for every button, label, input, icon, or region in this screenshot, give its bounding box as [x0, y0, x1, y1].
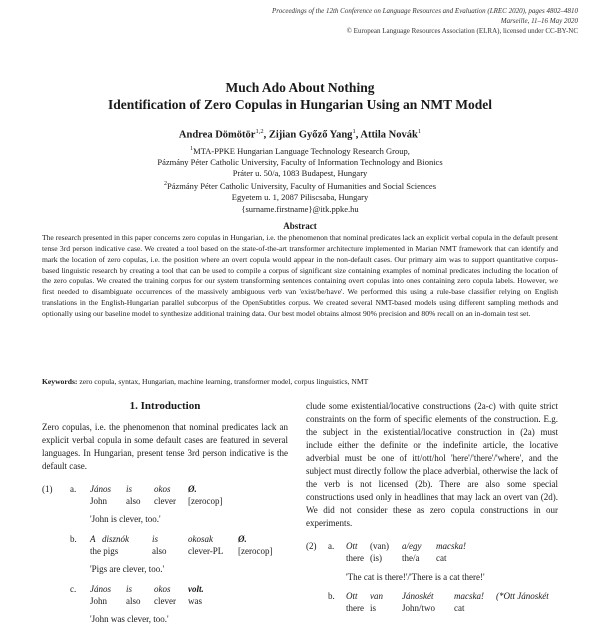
- keywords: [42, 377, 558, 386]
- gloss-translation: cat: [454, 603, 465, 613]
- keywords-text: zero copula, syntax, Hungarian, machine learning, transformer model, corpus linguistics, NMT: [79, 377, 369, 386]
- affil-line: MTA-PPKE Hungarian Language Technology Research Group,: [193, 145, 410, 156]
- license-line: © European Language Resources Association (ELRA), licensed under CC-BY-NC: [346, 27, 578, 35]
- gloss-translation: John: [90, 596, 108, 606]
- gloss-translation: also: [126, 496, 141, 506]
- gloss-translation: there: [346, 603, 364, 613]
- affil-line: Pázmány Péter Catholic University, Faculty of Information Technology and Bionics: [157, 157, 443, 168]
- sub-label: a.: [328, 541, 335, 551]
- gloss-translation: [zerocop]: [238, 546, 273, 556]
- proceedings-line: Proceedings of the 12th Conference on Language Resources and Evaluation (LREC 2020), pages 4802–4810: [271, 7, 578, 15]
- intro-paragraph: Zero copulas, i.e. the phenomenon that nominal predicates lack an explicit verbal copula in some default cases are featured in several languages. In Hungarian, present tense 3rd person indicative is the default case.: [42, 422, 288, 471]
- abstract-text: The research presented in this paper concerns zero copulas in Hungarian, i.e. the phenomenon that nominal predicates lack an explicit verbal copula in the default present tense 3rd person indicative case. We created a tool based on the state-of-the-art transformer architecture implemented in Marian NMT framework that can identify and mark the location of zero copulas, i.e. the position where an overt copula would appear in the non-default cases. Our primary aim was to support quantitative corpus-based linguistic research by creating a tool that can be used to compile a corpus of significant size containing examples of nominal predicates including the location of the zero copulas. We created the training corpus for our system transforming sentences containing overt copulas into ones containing zero copula labels. However, we first needed to disambiguate occurrences of the massively ambiguous verb van 'exist/be/have'. We performed this using a rule-base classifier relying on English translations in the English-Hungarian parallel subcorpus of the OpenSubtitles corpus. We created several NMT-based models using different sampling methods and optionally using our baseline model to synthesize additional training data. Our best model obtains almost 90% precision and 80% recall on an in-domain test set.: [42, 233, 558, 318]
- gloss-word: János: [90, 584, 111, 594]
- gloss-word: (van): [370, 541, 389, 551]
- free-translation: 'John is clever, too.': [90, 514, 161, 524]
- gloss-word: okosak: [188, 534, 213, 544]
- free-translation: 'Pigs are clever, too.': [90, 564, 165, 574]
- gloss-word: disznók: [102, 534, 129, 544]
- gloss-word: okos: [154, 484, 171, 494]
- example-number: (1): [42, 484, 53, 494]
- example-1: [42, 483, 288, 624]
- affil-line: Práter u. 50/a, 1083 Budapest, Hungary: [232, 168, 368, 179]
- author-list: Andrea Dömötör$^{1,2}$, Zijian Győző Yang$^1$, Attila Novák$^1$: [178, 128, 422, 141]
- gloss-word: Ott: [346, 541, 358, 551]
- gloss-translation: there: [346, 553, 364, 563]
- affil-line: Pázmány Péter Catholic University, Faculty of Humanities and Social Sciences: [166, 181, 437, 192]
- author-sup: 1: [417, 128, 422, 135]
- author-name: Attila Novák: [360, 129, 418, 141]
- affil-line: Egyetem u. 1, 2087 Piliscsaba, Hungary: [231, 192, 369, 203]
- gloss-word: János: [90, 484, 111, 494]
- title-line-2: Identification of Zero Copulas in Hungarian Using an NMT Model: [108, 97, 492, 112]
- email-line: {surname.firstname}@itk.ppke.hu: [241, 203, 359, 214]
- gloss-word: Jánoskét: [402, 591, 434, 601]
- gloss-translation: the pigs: [90, 546, 119, 556]
- affil-sup: 2: [163, 181, 167, 188]
- free-translation: 'The cat is there!'/'There is a cat there!': [346, 572, 485, 582]
- gloss-translation: [zerocop]: [188, 496, 223, 506]
- gloss-translation: John/two: [402, 603, 436, 613]
- abstract-heading: Abstract: [283, 221, 317, 231]
- gloss-word: Ott: [346, 591, 358, 601]
- gloss-translation: clever-PL: [188, 546, 224, 556]
- gloss-word: macska!: [454, 591, 484, 601]
- gloss-word: volt.: [188, 584, 204, 594]
- sub-label: b.: [70, 534, 77, 544]
- example-2: [306, 540, 558, 614]
- sub-label: c.: [70, 584, 77, 594]
- author-name: Zijian Győző Yang: [268, 129, 353, 141]
- section-heading: 1. Introduction: [129, 400, 201, 412]
- example-number: (2): [306, 541, 317, 551]
- gloss-word: is: [126, 484, 133, 494]
- author-name: Andrea Dömötör: [178, 129, 256, 141]
- gloss-word: A: [90, 534, 96, 544]
- gloss-translation: also: [152, 546, 167, 556]
- gloss-word: van: [370, 591, 383, 601]
- gloss-translation: (is): [370, 553, 382, 563]
- gloss-word: Ø.: [188, 484, 197, 494]
- gloss-translation: John: [90, 496, 108, 506]
- gloss-word: (*Ott Jánoskét: [496, 591, 549, 601]
- sub-label: a.: [70, 484, 77, 494]
- keywords-label: Keywords:: [42, 377, 78, 386]
- conference-header: [272, 6, 578, 36]
- gloss-translation: clever: [154, 496, 176, 506]
- gloss-translation: also: [126, 596, 141, 606]
- location-line: Marseille, 11–16 May 2020: [500, 17, 578, 25]
- sub-label: b.: [328, 591, 335, 601]
- free-translation: 'John was clever, too.': [90, 614, 169, 624]
- gloss-translation: is: [370, 603, 377, 613]
- gloss-translation: cat: [436, 553, 447, 563]
- author-sup: 1: [352, 128, 356, 135]
- left-column: [42, 400, 288, 624]
- gloss-translation: clever: [154, 596, 176, 606]
- body-paragraph: clude some existential/locative constructions (2a-c) with quite strict constraints on the form of specific elements of the construction. E.g. the subject in the existential/locative construction in (2a) must include either the definite or the indefinite article, the locative adverbial must be one of itt/ott/hol 'here'/'there'/'where', and the subject must directly follow the place adverbial, otherwise the lack of the verb is not licensed (2b). There are also some special constructions used only in headlines that may lack an overt van (2d). We did not consider these as zero copula constructions in our experiments.: [306, 401, 558, 528]
- author-sup: 1,2: [255, 128, 264, 135]
- gloss-word: is: [126, 584, 133, 594]
- gloss-word: a/egy: [402, 541, 422, 551]
- gloss-word: is: [152, 534, 159, 544]
- affiliations: [0, 144, 600, 215]
- gloss-word: okos: [154, 584, 171, 594]
- title-line-1: Much Ado About Nothing: [225, 80, 375, 95]
- gloss-translation: the/a: [402, 553, 420, 563]
- gloss-word: macska!: [436, 541, 466, 551]
- gloss-word: Ø.: [238, 534, 247, 544]
- gloss-translation: was: [188, 596, 202, 606]
- affil-sup: 1: [190, 146, 194, 152]
- right-column: [306, 400, 558, 614]
